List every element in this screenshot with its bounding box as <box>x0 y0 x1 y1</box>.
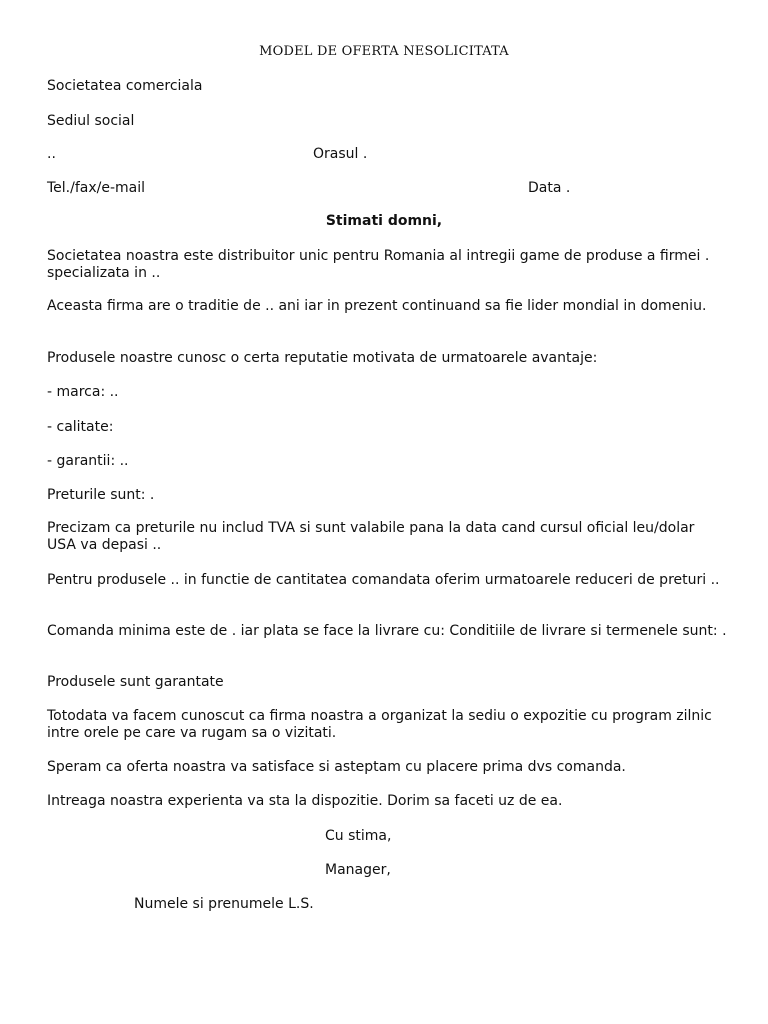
paragraph-experience: Intreaga noastra experienta va sta la dispozitie. Dorim sa faceti uz de ea. <box>47 793 563 809</box>
paragraph-hope: Speram ca oferta noastra va satisface si asteptam cu placere prima dvs comanda. <box>47 759 626 775</box>
paragraph-discounts: Pentru produsele .. in functie de cantitatea comandata oferim urmatoarele reduceri de preturi .. <box>47 572 720 588</box>
paragraph-intro: Societatea noastra este distribuitor unic pentru Romania al intregii game de produse a firmei . specializata in .. <box>47 248 710 281</box>
paragraph-advantages: Produsele noastre cunosc o certa reputatie motivata de urmatoarele avantaje: <box>47 350 598 366</box>
contact-label: Tel./fax/e-mail <box>47 180 146 196</box>
closing-role: Manager, <box>325 862 391 878</box>
office-label: Sediul social <box>47 113 135 129</box>
paragraph-guarantee: Produsele sunt garantate <box>47 674 224 690</box>
list-item-quality: - calitate: <box>47 419 114 435</box>
signature-line: Numele si prenumele L.S. <box>134 896 314 912</box>
salutation: Stimati domni, <box>325 213 443 229</box>
date-label: Data . <box>528 180 571 196</box>
paragraph-tradition: Aceasta firma are o traditie de .. ani iar in prezent continuand sa fie lider mondial in domeniu. <box>47 298 707 314</box>
paragraph-vat: Precizam ca preturile nu includ TVA si sunt valabile pana la data cand cursul oficial leu/dolar USA va depasi .. <box>47 520 695 553</box>
closing-regards: Cu stima, <box>325 828 392 844</box>
city-label: Orasul . <box>313 146 368 162</box>
list-item-brand: - marca: .. <box>47 384 119 400</box>
company-label: Societatea comerciala <box>47 78 203 94</box>
list-item-warranty: - garantii: .. <box>47 453 129 469</box>
paragraph-exhibition: Totodata va facem cunoscut ca firma noastra a organizat la sediu o expozitie cu program zilnic intre orele pe care va rugam sa o vizitati. <box>47 708 712 741</box>
paragraph-prices: Preturile sunt: . <box>47 487 155 503</box>
address-placeholder: .. <box>47 146 56 162</box>
document-title: MODEL DE OFERTA NESOLICITATA <box>259 44 509 59</box>
paragraph-minimum-order: Comanda minima este de . iar plata se face la livrare cu: Conditiile de livrare si termenele sunt: . <box>47 623 727 639</box>
